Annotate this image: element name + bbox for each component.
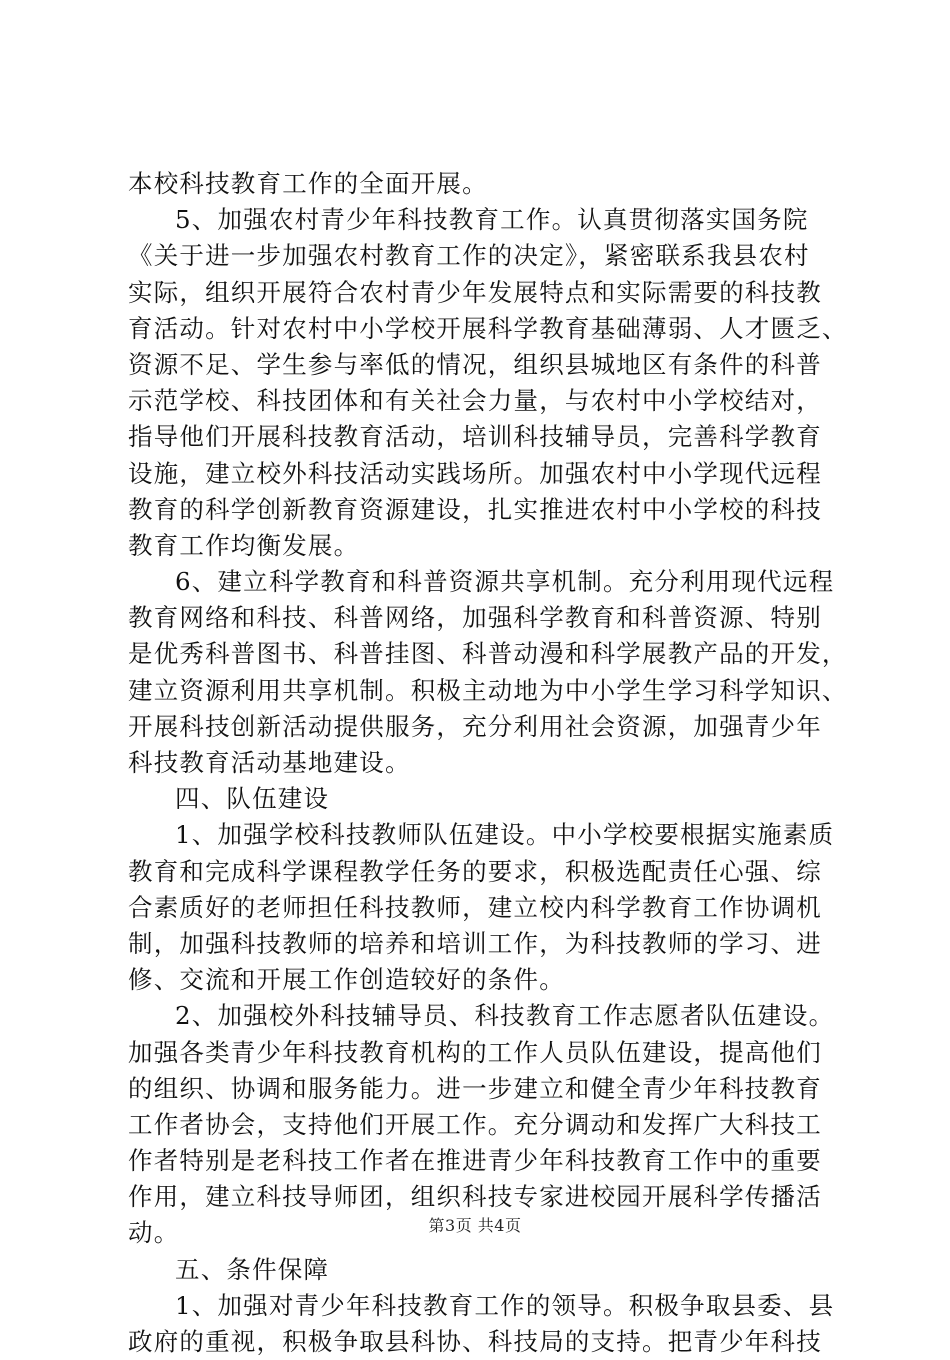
text-line: 作用，建立科技导师团，组织科技专家进校园开展科学传播活 <box>128 1182 822 1212</box>
document-body <box>128 166 848 1360</box>
page-footer <box>0 1216 950 1236</box>
text-line: 开展科技创新活动提供服务，充分利用社会资源，加强青少年 <box>128 711 822 741</box>
text-line: 五、条件保障 <box>175 1254 330 1284</box>
text-line: 1、加强对青少年科技教育工作的领导。积极争取县委、县 <box>175 1290 835 1320</box>
page-number-label: 第3页 共4页 <box>428 1216 522 1235</box>
text-line: 作者特别是老科技工作者在推进青少年科技教育工作中的重要 <box>128 1146 822 1176</box>
text-line: 设施，建立校外科技活动实践场所。加强农村中小学现代远程 <box>128 458 822 488</box>
text-line: 的组织、协调和服务能力。进一步建立和健全青少年科技教育 <box>128 1073 822 1103</box>
text-line: 示范学校、科技团体和有关社会力量，与农村中小学校结对， <box>128 386 822 416</box>
text-line: 5、加强农村青少年科技教育工作。认真贯彻落实国务院 <box>175 205 809 235</box>
text-line: 本校科技教育工作的全面开展。 <box>128 169 488 198</box>
text-line: 资源不足、学生参与率低的情况，组织县城地区有条件的科普 <box>128 349 822 379</box>
text-line: 建立资源利用共享机制。积极主动地为中小学生学习科学知识、 <box>128 675 848 705</box>
text-line: 修、交流和开展工作创造较好的条件。 <box>128 965 565 995</box>
text-line: 2、加强校外科技辅导员、科技教育工作志愿者队伍建设。 <box>175 1001 835 1031</box>
text-line: 动。 <box>128 1218 180 1248</box>
text-line: 《关于进一步加强农村教育工作的决定》，紧密联系我县农村 <box>128 241 810 271</box>
text-line: 1、加强学校科技教师队伍建设。中小学校要根据实施素质 <box>175 820 835 850</box>
text-line: 教育工作均衡发展。 <box>128 530 360 560</box>
text-line: 科技教育活动基地建设。 <box>128 748 411 777</box>
text-line: 政府的重视，积极争取县科协、科技局的支持。把青少年科技 <box>128 1327 822 1356</box>
text-line: 加强各类青少年科技教育机构的工作人员队伍建设，提高他们 <box>128 1037 822 1067</box>
text-line: 6、建立科学教育和科普资源共享机制。充分利用现代远程 <box>175 567 835 597</box>
text-line: 教育的科学创新教育资源建设，扎实推进农村中小学校的科技 <box>128 494 822 524</box>
text-line: 指导他们开展科技教育活动，培训科技辅导员，完善科学教育 <box>128 422 822 452</box>
text-line: 是优秀科普图书、科普挂图、科普动漫和科学展教产品的开发， <box>128 639 848 669</box>
text-line: 合素质好的老师担任科技教师，建立校内科学教育工作协调机 <box>128 892 822 922</box>
text-line: 实际，组织开展符合农村青少年发展特点和实际需要的科技教 <box>128 277 822 307</box>
text-line: 教育网络和科技、科普网络，加强科学教育和科普资源、特别 <box>128 603 822 633</box>
text-line: 四、队伍建设 <box>175 784 330 814</box>
text-line: 制，加强科技教师的培养和培训工作，为科技教师的学习、进 <box>128 928 822 958</box>
text-line: 教育和完成科学课程教学任务的要求，积极选配责任心强、综 <box>128 856 822 886</box>
text-line: 育活动。针对农村中小学校开展科学教育基础薄弱、人才匮乏、 <box>128 313 848 343</box>
text-line: 工作者协会，支持他们开展工作。充分调动和发挥广大科技工 <box>128 1109 822 1139</box>
